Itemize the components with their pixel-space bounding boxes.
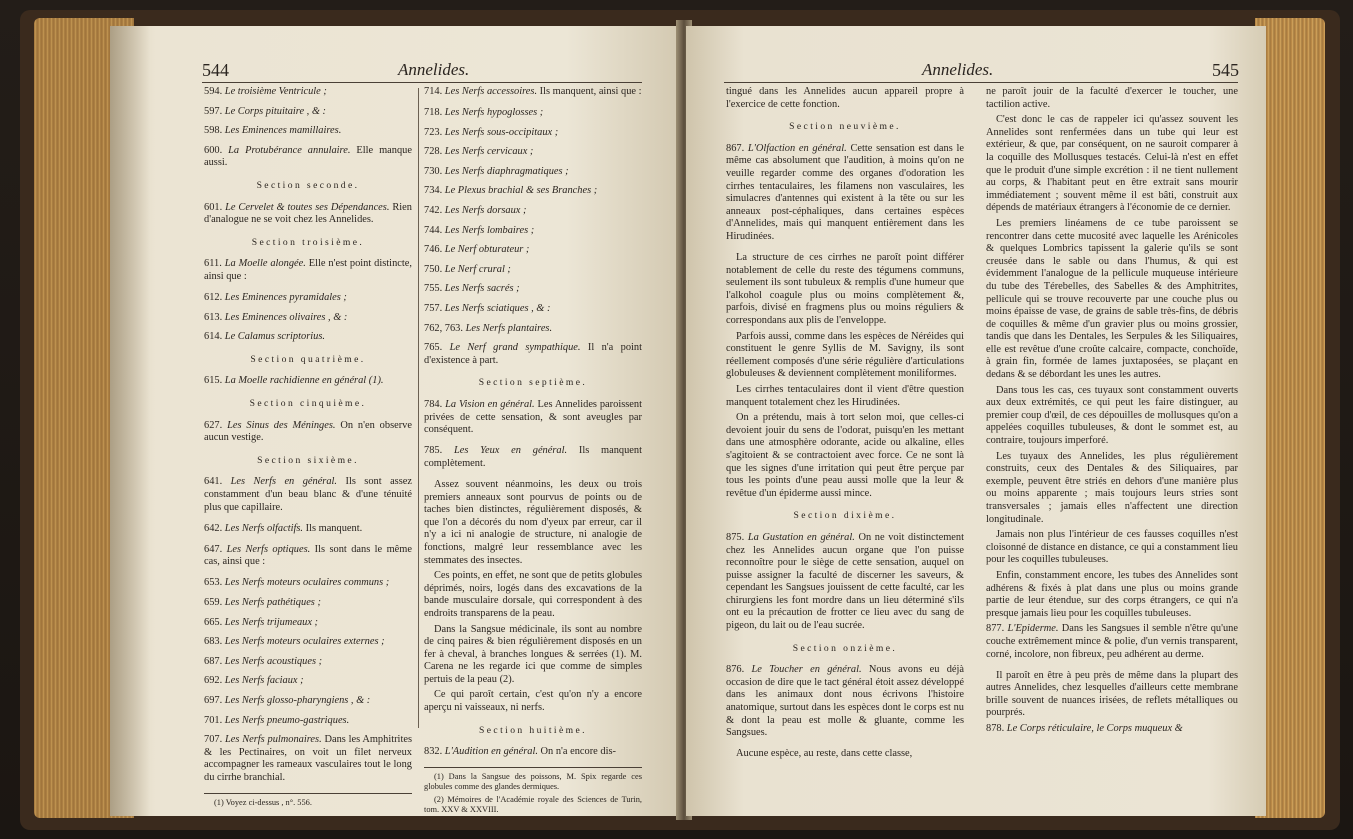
- article-title: Les Nerfs accessoires.: [444, 86, 538, 97]
- article-title: La Moelle rachidienne en général (1).: [224, 375, 384, 387]
- article-text: Il n'a point d'existence à part.: [424, 342, 642, 366]
- article-number: 762, 763.: [424, 322, 463, 334]
- article-number: 701.: [204, 714, 223, 726]
- article-entry: [424, 399, 642, 437]
- article-number: 714.: [424, 86, 443, 97]
- article-title: Les Nerfs acoustiques ;: [224, 655, 323, 667]
- article-text: Ils manquent.: [303, 522, 363, 534]
- article-title: Le Nerf obturateur ;: [444, 244, 530, 256]
- article-title: Le Corps pituitaire , & :: [224, 105, 327, 117]
- left-page-number: 544: [202, 60, 229, 80]
- paragraph: Dans la Sangsue médicinale, ils sont au nombre de cinq paires & bien régulièrement disposés en un fer à cheval, à branches longues & serrées (1). M. Carena ne les regarde ici que comme de simples pertuis de la peau (2).: [424, 623, 642, 685]
- article-number: 867.: [726, 142, 745, 154]
- article-title: Les Nerfs hypoglosses ;: [444, 107, 544, 119]
- paragraph: On a prétendu, mais à tort selon moi, que celles-ci devoient jouir du sens de l'odorat, puisqu'en les mettant dans une atmosphère odorante, acide ou alkaline, elles s'agitoient & se contractoient avec force. Ce ne sont là que les signes d'une irritation qui peut être perçue par tous les points d'une peau aussi molle que la leur & revêtue d'un épiderme aussi mince.: [726, 412, 964, 499]
- article-entry: [204, 476, 412, 514]
- article-title: Le troisième Ventricule ;: [224, 86, 327, 97]
- article-entry: [204, 375, 412, 388]
- footnote-rule: [204, 793, 412, 794]
- article-number: 665.: [204, 616, 223, 628]
- article-entry: [424, 445, 642, 470]
- article-entry: [424, 283, 642, 296]
- paragraph: Ce qui paroît certain, c'est qu'on n'y a encore aperçu ni vaisseaux, ni nerfs.: [424, 689, 642, 714]
- article-number: 594.: [204, 86, 223, 97]
- right-page: [686, 26, 1266, 816]
- article-entry: [424, 86, 642, 99]
- article-entry: [424, 746, 642, 759]
- article-text: Elle n'est point distincte, ainsi que :: [204, 258, 412, 282]
- article-number: 718.: [424, 107, 443, 119]
- article-text: Dans les Amphitrites & les Pectinaires, on voit un filet nerveux accompagner les rameaux vasculaires tout le long du cirrhe branchial.: [204, 734, 412, 783]
- article-number: 750.: [424, 263, 443, 275]
- article-number: 728.: [424, 146, 443, 158]
- left-running-head: Annelides.: [398, 60, 470, 79]
- article-title: Les Eminences mamillaires.: [224, 125, 342, 137]
- article-entry: [424, 264, 642, 277]
- article-title: Le Toucher en général.: [751, 664, 862, 676]
- article-number: 877.: [986, 623, 1005, 635]
- paragraph: Dans tous les cas, ces tuyaux sont constamment ouverts aux deux extrémités, ce qui peut les faire distinguer, au premier coup d'œil, de ces dépouilles de mollusques qu'on a appelées coquilles tubuleuses, & dont le sommet est, au contraire, toujours imperforé.: [986, 384, 1238, 447]
- article-number: 730.: [424, 165, 443, 177]
- article-entry: [424, 185, 642, 198]
- article-number: 692.: [204, 675, 223, 687]
- article-number: 746.: [424, 244, 443, 256]
- article-text: Ils sont dans le même cas, ainsi que :: [204, 543, 412, 568]
- article-entry: [204, 617, 412, 630]
- paragraph: Il paroît en être à peu près de même dans la plupart des autres Annelides, chez lesquelles d'ailleurs cette membrane brille souvent de nuances irisées, de reflets métalliques ou pourprés.: [986, 669, 1238, 719]
- footnote: (2) Mémoires de l'Académie royale des Sciences de Turin, tom. XXV & XXVIII.: [424, 795, 642, 815]
- article-text: Ils manquent complètement.: [424, 445, 642, 469]
- paragraph: Les tuyaux des Annelides, les plus régulièrement construits, ceux des Dentales & des Siliquaires, par exemple, peuvent être striés en dehors d'une manière plus ou moins apparente ; mais toujours leurs stries sont transversales ; jamais elles n'affectent une direction longitudinale.: [986, 450, 1238, 525]
- paragraph: Jamais non plus l'intérieur de ces fausses coquilles n'est cloisonné de distance en distance, ce qui a constamment lieu pour les coquilles tubuleuses.: [986, 529, 1238, 566]
- article-entry: [424, 146, 642, 159]
- article-number: 597.: [204, 105, 223, 117]
- section-heading: Section dixième.: [793, 510, 897, 522]
- article-number: 784.: [424, 399, 443, 410]
- article-title: Le Cervelet & toutes ses Dépendances.: [225, 201, 390, 213]
- article-entry: [424, 225, 642, 238]
- section-heading: Section onzième.: [792, 642, 898, 654]
- left-column-1: [204, 86, 412, 811]
- article-title: Les Nerfs plantaires.: [465, 322, 553, 334]
- article-title: Les Nerfs cervicaux ;: [444, 146, 534, 158]
- article-title: L'Olfaction en général.: [747, 142, 847, 154]
- left-head-rule: [202, 82, 642, 83]
- paragraph: Aucune espèce, au reste, dans cette classe,: [736, 748, 913, 760]
- article-text: Ils sont assez constamment d'un beau blanc & d'une ténuité plus que capillaire.: [204, 476, 412, 513]
- article-number: 642.: [204, 522, 223, 534]
- right-column-2: [986, 86, 1238, 743]
- article-entry: [424, 166, 642, 179]
- paragraph: Enfin, constamment encore, les tubes des Annelides sont adhérens & fixés à plat dans une plus ou moins grande partie de leur étendue, sur des corps étrangers, ce qui n'a presque jamais lieu pour les coquilles tubuleuses.: [986, 569, 1238, 619]
- article-entry: [204, 258, 412, 283]
- article-title: L'Audition en général.: [444, 746, 538, 758]
- paragraph: Les cirrhes tentaculaires dont il vient d'être question manquent totalement chez les Hirudinées.: [726, 383, 964, 408]
- right-head-rule: [724, 82, 1238, 83]
- article-title: L'Epiderme.: [1007, 623, 1059, 635]
- article-title: Les Nerfs pulmonaires.: [224, 734, 322, 746]
- article-title: Les Nerfs en général.: [230, 476, 338, 488]
- article-title: Les Nerfs optiques.: [226, 543, 311, 555]
- right-running-head: Annelides.: [922, 60, 994, 79]
- article-title: Les Nerfs glosso-pharyngiens , & :: [224, 695, 371, 706]
- article-number: 785.: [424, 445, 443, 457]
- article-entry: [204, 597, 412, 610]
- article-number: 878.: [986, 723, 1005, 734]
- section-heading: Section troisième.: [251, 236, 365, 248]
- article-number: 734.: [424, 185, 443, 197]
- article-number: 611.: [204, 258, 222, 270]
- section-heading: Section cinquième.: [249, 398, 367, 409]
- article-title: La Vision en général.: [445, 399, 535, 410]
- article-entry: [424, 342, 642, 367]
- article-number: 723.: [424, 126, 443, 138]
- paragraph: C'est donc le cas de rappeler ici qu'assez souvent les Annelides sont renfermées dans un tube qui leur est extérieur, & que, par conséquent, on ne sauroit comparer à la coquille des Mollusques testacés. Celui-là n'est en effet que le produit d'une simple excrétion : il ne tient nullement au corps, & l'habitant peut en être extrait sans mourir immédiatement ; souvent même il est bâti, construit aux dépends de matériaux étrangers à l'économie de ce dernier.: [986, 114, 1238, 214]
- article-number: 687.: [204, 655, 223, 667]
- article-title: Les Yeux en général.: [453, 445, 568, 457]
- article-title: Les Nerfs moteurs oculaires externes ;: [224, 636, 385, 648]
- paragraph: La structure de ces cirrhes ne paroît point différer notablement de celle du reste des tégumens communs, seulement ils sont tubuleux & remplis d'une humeur que l'alkohol coagule plus ou moins complètement &, parfois, divisé en fragmens plus ou moins réguliers & correspondans aux plis de l'enveloppe.: [726, 252, 964, 326]
- article-entry: [424, 127, 642, 140]
- article-entry: [986, 723, 1238, 736]
- section-heading: Section septième.: [478, 377, 588, 389]
- article-entry: [986, 623, 1238, 661]
- article-entry: [726, 532, 964, 633]
- article-title: Le Calamus scriptorius.: [224, 331, 325, 343]
- article-number: 641.: [204, 476, 223, 488]
- article-entry: [204, 675, 412, 688]
- article-text: Elle manque aussi.: [204, 144, 412, 169]
- article-number: 875.: [726, 531, 745, 543]
- article-entry: [424, 205, 642, 218]
- article-text: On n'a encore dis-: [537, 746, 616, 758]
- section-heading: Section huitième.: [479, 724, 587, 736]
- article-entry: [204, 420, 412, 445]
- paragraph: tingué dans les Annelides aucun appareil propre à l'exercice de cette fonction.: [726, 86, 964, 110]
- article-title: La Moelle alongée.: [224, 258, 306, 270]
- article-entry: [204, 656, 412, 669]
- article-title: Le Nerf crural ;: [444, 263, 511, 275]
- article-text: Ils manquent, ainsi que :: [537, 86, 642, 97]
- article-number: 697.: [204, 695, 223, 706]
- article-title: Les Eminences olivaires , & :: [224, 311, 348, 323]
- article-title: Les Eminences pyramidales ;: [224, 292, 347, 304]
- article-number: 612.: [204, 292, 223, 304]
- left-page: [110, 26, 680, 816]
- section-heading: Section neuvième.: [789, 121, 901, 133]
- article-entry: [204, 292, 412, 305]
- right-column-1: [726, 86, 964, 764]
- article-text: On n'en observe aucun vestige.: [204, 419, 412, 444]
- article-number: 707.: [204, 734, 223, 746]
- paragraph: Parfois aussi, comme dans les espèces de Néréides qui constituent le genre Syllis de M. Savigny, ils sont réellement composés d'une série régulière d'articulations globuleuses & deviennent complètement moniliformes.: [726, 330, 964, 380]
- article-entry: [204, 734, 412, 784]
- article-title: Les Nerfs olfactifs.: [224, 522, 304, 534]
- article-title: Les Nerfs sciatiques , & :: [444, 303, 551, 315]
- article-number: 765.: [424, 342, 443, 354]
- right-page-number: 545: [1212, 60, 1239, 80]
- article-entry: [204, 544, 412, 569]
- article-title: La Protubérance annulaire.: [228, 144, 351, 156]
- article-entry: [204, 636, 412, 649]
- article-entry: [424, 323, 642, 336]
- article-number: 653.: [204, 577, 223, 589]
- section-heading: Section sixième.: [257, 454, 359, 466]
- article-title: Les Nerfs sacrés ;: [444, 283, 520, 295]
- article-entry: [204, 125, 412, 138]
- article-entry: [204, 331, 412, 344]
- article-number: 614.: [204, 331, 223, 343]
- article-title: Les Nerfs diaphragmatiques ;: [444, 165, 569, 177]
- article-number: 755.: [424, 283, 443, 295]
- article-text: On ne voit distinctement chez les Annelides aucun organe que l'on puisse reconnoître pour le siège de cette sensation, auquel on puisse assigner la faculté de discerner les saveurs, & cependant les Sangsues jouissent de cette faculté, car les chirurgiens les font mordre dans un lieu déterminé s'ils ont eu la précaution de frotter ce lieu avec du sang de pigeon, du lait ou de l'eau sucrée.: [726, 531, 964, 632]
- article-number: 832.: [424, 746, 443, 758]
- section-heading: Section quatrième.: [250, 353, 366, 365]
- article-text: Cette sensation est dans le même cas absolument que l'audition, à moins qu'on ne veuille regarder comme des organes d'odoration les cirrhes tentaculaires, les filamens non vasculaires, les simulacres d'antennes qui existent à la tête ou sur les anneaux post-céphaliques, dans certaines espèces d'Annelides, mais qui manquent entièrement dans les Hirudinées.: [726, 142, 964, 242]
- article-entry: [726, 143, 964, 244]
- article-title: Les Nerfs dorsaux ;: [444, 205, 527, 217]
- footnote-rule: [424, 767, 642, 768]
- article-number: 683.: [204, 636, 223, 648]
- article-entry: [204, 106, 412, 119]
- article-title: Les Sinus des Méninges.: [227, 419, 336, 431]
- article-entry: [204, 86, 412, 99]
- left-column-2: [424, 86, 642, 816]
- paragraph: Assez souvent néanmoins, les deux ou trois premiers anneaux sont pourvus de points ou de taches bien distinctes, régulièrement disposés, & que l'on a décorés du nom d'yeux par erreur, car il n'y a ici ni analogie de structure, ni analogie de fonctions, malgré leur ressemblance avec les stemmates des insectes.: [424, 478, 642, 566]
- article-entry: [204, 145, 412, 170]
- footnote: (1) Dans la Sangsue des poissons, M. Spix regarde ces globules comme des glandes dermiques.: [424, 772, 642, 792]
- article-entry: [424, 303, 642, 316]
- article-title: Le Plexus brachial & ses Branches ;: [444, 185, 598, 197]
- article-title: Les Nerfs faciaux ;: [224, 675, 304, 687]
- article-number: 647.: [204, 543, 223, 555]
- article-text: Rien d'analogue ne se voit chez les Annelides.: [204, 201, 412, 226]
- footnote: (1) Voyez ci-dessus , n°. 556.: [214, 798, 312, 808]
- article-entry: [204, 202, 412, 227]
- paragraph: ne paroît jouir de la faculté d'exercer le toucher, une tactilion active.: [986, 86, 1238, 110]
- article-number: 744.: [424, 224, 443, 236]
- article-entry: [726, 664, 964, 740]
- article-title: La Gustation en général.: [747, 531, 855, 543]
- article-number: 598.: [204, 125, 223, 137]
- article-number: 757.: [424, 303, 443, 315]
- article-entry: [204, 715, 412, 728]
- article-title: Les Nerfs sous-occipitaux ;: [444, 126, 559, 138]
- article-entry: [204, 312, 412, 325]
- article-text: Dans les Sangsues il semble n'être qu'une couche extrêmement mince & polie, d'un vernis transparent, corné, incolore, non fibreux, peu adhérent au derme.: [986, 623, 1238, 660]
- article-number: 600.: [204, 144, 223, 156]
- article-title: Le Nerf grand sympathique.: [449, 342, 581, 354]
- article-title: Le Corps réticulaire, le Corps muqueux &: [1006, 723, 1183, 734]
- article-entry: [204, 577, 412, 590]
- article-entry: [424, 244, 642, 257]
- left-column-divider: [418, 88, 419, 728]
- paragraph: Les premiers linéamens de ce tube paroissent se rencontrer dans cette mucosité avec laquelle les Arénicoles & quelques Lombrics tapissent la galerie qu'ils se sont creusée dans le sable ou dans l'humus, & qui est évidemment l'analogue de la pellicule muqueuse intérieure du tube des Térebelles, des Sabelles & des Amphitrites, pellicule qui se trouve recouverte par une couche plus ou moins épaisse de vase, de grains de sable très-fins, de débris de coquilles & même d'un gravier plus ou moins grossier, tandis que dans les Dentales, les Serpules & les Siliquaires, elle est revêtue d'une croûte calcaire, compacte, conchoïde, à grain fin, formée de lames juxtaposées, se plaçant en dedans & se débordant les unes les autres.: [986, 217, 1238, 381]
- article-number: 613.: [204, 311, 223, 323]
- article-entry: [424, 107, 642, 120]
- article-number: 659.: [204, 597, 223, 609]
- article-number: 742.: [424, 205, 443, 217]
- article-title: Les Nerfs moteurs oculaires communs ;: [224, 577, 390, 589]
- article-number: 627.: [204, 419, 223, 431]
- article-number: 615.: [204, 375, 223, 387]
- article-title: Les Nerfs lombaires ;: [444, 224, 535, 236]
- paragraph: Ces points, en effet, ne sont que de petits globules déprimés, noirs, logés dans des excavations de la bande musculaire dorsale, qui correspondent à des endroits transparens de la peau.: [424, 570, 642, 619]
- article-text: Les Annelides paroissent privées de cette sensation, & sont aveugles par conséquent.: [424, 399, 642, 436]
- article-entry: [204, 695, 412, 708]
- article-number: 876.: [726, 664, 745, 676]
- article-title: Les Nerfs trijumeaux ;: [224, 616, 319, 628]
- article-title: Les Nerfs pneumo-gastriques.: [224, 714, 350, 726]
- article-text: Nous avons eu déjà occasion de dire que le tact général étoit assez développé dans les animaux dont nous écrivons l'histoire anatomique, surtout dans les espèces dont le corps est nu & dont la peau est molle & gluante, comme les Sangsues.: [726, 664, 964, 739]
- section-heading: Section seconde.: [256, 179, 360, 191]
- article-entry: [204, 523, 412, 536]
- article-title: Les Nerfs pathétiques ;: [224, 597, 321, 609]
- article-number: 601.: [204, 201, 223, 213]
